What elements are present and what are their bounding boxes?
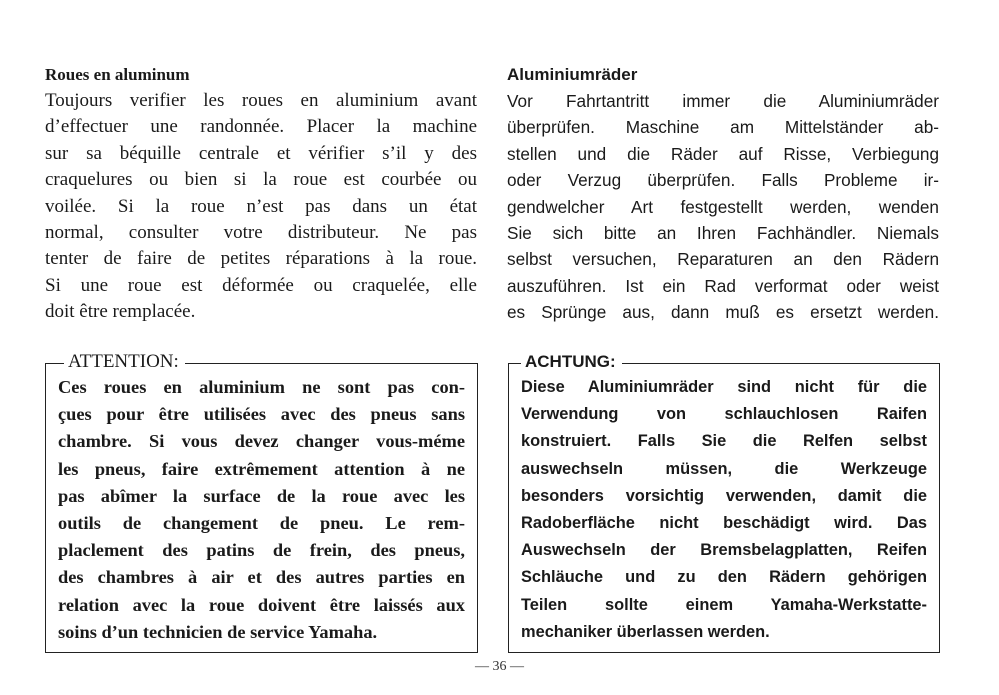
german-line: selbst versuchen, Reparaturen an den Rädern bbox=[507, 249, 939, 270]
french-attention-line: pas abîmer la surface de la roue avec les bbox=[58, 485, 465, 506]
german-achtung-line: Diese Aluminiumräder sind nicht für die bbox=[521, 378, 927, 396]
french-line: sur sa béquille centrale et vérifier s’il y des bbox=[45, 142, 477, 164]
french-attention-line: outils de changement de pneu. Le rem- bbox=[58, 512, 465, 533]
french-attention-line: çues pour être utilisées avec des pneus sans bbox=[58, 404, 465, 425]
german-achtung-title: ACHTUNG: bbox=[521, 349, 622, 375]
german-achtung-line: Auswechseln der Bremsbelagplatten, Reifen bbox=[521, 541, 927, 560]
german-achtung-line: besonders vorsichtig verwenden, damit die bbox=[521, 486, 927, 505]
german-achtung-line: Teilen sollte einem Yamaha-Werkstatte- bbox=[521, 595, 927, 614]
french-heading: Roues en aluminum bbox=[45, 65, 190, 84]
french-attention-line: chambre. Si vous devez changer vous-méme bbox=[58, 431, 465, 452]
page-number: — 36 — bbox=[475, 659, 524, 674]
french-line: Toujours verifier les roues en aluminium avant bbox=[45, 90, 477, 111]
german-achtung-line: Radoberfläche nicht beschädigt wird. Das bbox=[521, 513, 927, 532]
french-line: tenter de faire de petites réparations à la roue. bbox=[45, 248, 477, 270]
german-line: oder Verzug überprüfen. Falls Probleme ir- bbox=[507, 170, 939, 191]
german-achtung-line: konstruiert. Falls Sie die Relfen selbst bbox=[521, 432, 927, 451]
german-achtung-body bbox=[521, 374, 927, 646]
french-line: voilée. Si la roue n’est pas dans un état bbox=[45, 195, 477, 217]
french-attention-line: placlement des patins de frein, des pneus, bbox=[58, 540, 465, 561]
french-attention-line: les pneus, faire extrêmement attention à ne bbox=[58, 458, 465, 479]
french-attention-box bbox=[45, 351, 478, 653]
french-attention-line: relation avec la roue doivent être laissés aux bbox=[58, 594, 465, 615]
french-line: Si une roue est déformée ou craquelée, elle bbox=[45, 274, 477, 296]
german-section bbox=[507, 62, 939, 326]
german-line: stellen und die Räder auf Risse, Verbiegung bbox=[507, 143, 939, 164]
french-line: d’effectuer une randonnée. Placer la machine bbox=[45, 116, 477, 138]
french-attention-line: des chambres à air et des autres parties en bbox=[58, 567, 465, 588]
german-line: Vor Fahrtantritt immer die Aluminiumräder bbox=[507, 91, 939, 111]
french-attention-line: Ces roues en aluminium ne sont pas con- bbox=[58, 377, 465, 397]
german-achtung-line: Verwendung von schlauchlosen Raifen bbox=[521, 405, 927, 424]
german-line: Sie sich bitte an Ihren Fachhändler. Niemals bbox=[507, 222, 939, 243]
german-line: überprüfen. Maschine am Mittelständer ab- bbox=[507, 117, 939, 138]
french-attention-title: ATTENTION: bbox=[64, 349, 185, 375]
german-achtung-line: Schläuche und zu den Rädern gehörigen bbox=[521, 568, 927, 587]
german-line: gendwelcher Art festgestellt werden, wenden bbox=[507, 196, 939, 217]
german-achtung-box bbox=[508, 352, 940, 653]
french-attention-line: soins d’un technicien de service Yamaha. bbox=[58, 621, 378, 642]
german-body bbox=[507, 88, 939, 326]
french-body bbox=[45, 88, 477, 326]
french-line: normal, consulter votre distributeur. Ne pas bbox=[45, 221, 477, 243]
french-section bbox=[45, 62, 477, 326]
french-line: doit être remplacée. bbox=[45, 301, 196, 323]
german-achtung-line: auswechseln müssen, die Werkzeuge bbox=[521, 459, 927, 478]
german-line: es Sprünge aus, dann muß es ersetzt werden. bbox=[507, 302, 939, 323]
german-line: auszuführen. Ist ein Rad verformat oder weist bbox=[507, 275, 939, 296]
german-heading: Aluminiumräder bbox=[507, 65, 638, 84]
french-attention-body bbox=[58, 374, 465, 646]
german-achtung-line: mechaniker überlassen werden. bbox=[521, 622, 770, 641]
french-line: craquelures ou bien si la roue est courbée ou bbox=[45, 169, 477, 191]
